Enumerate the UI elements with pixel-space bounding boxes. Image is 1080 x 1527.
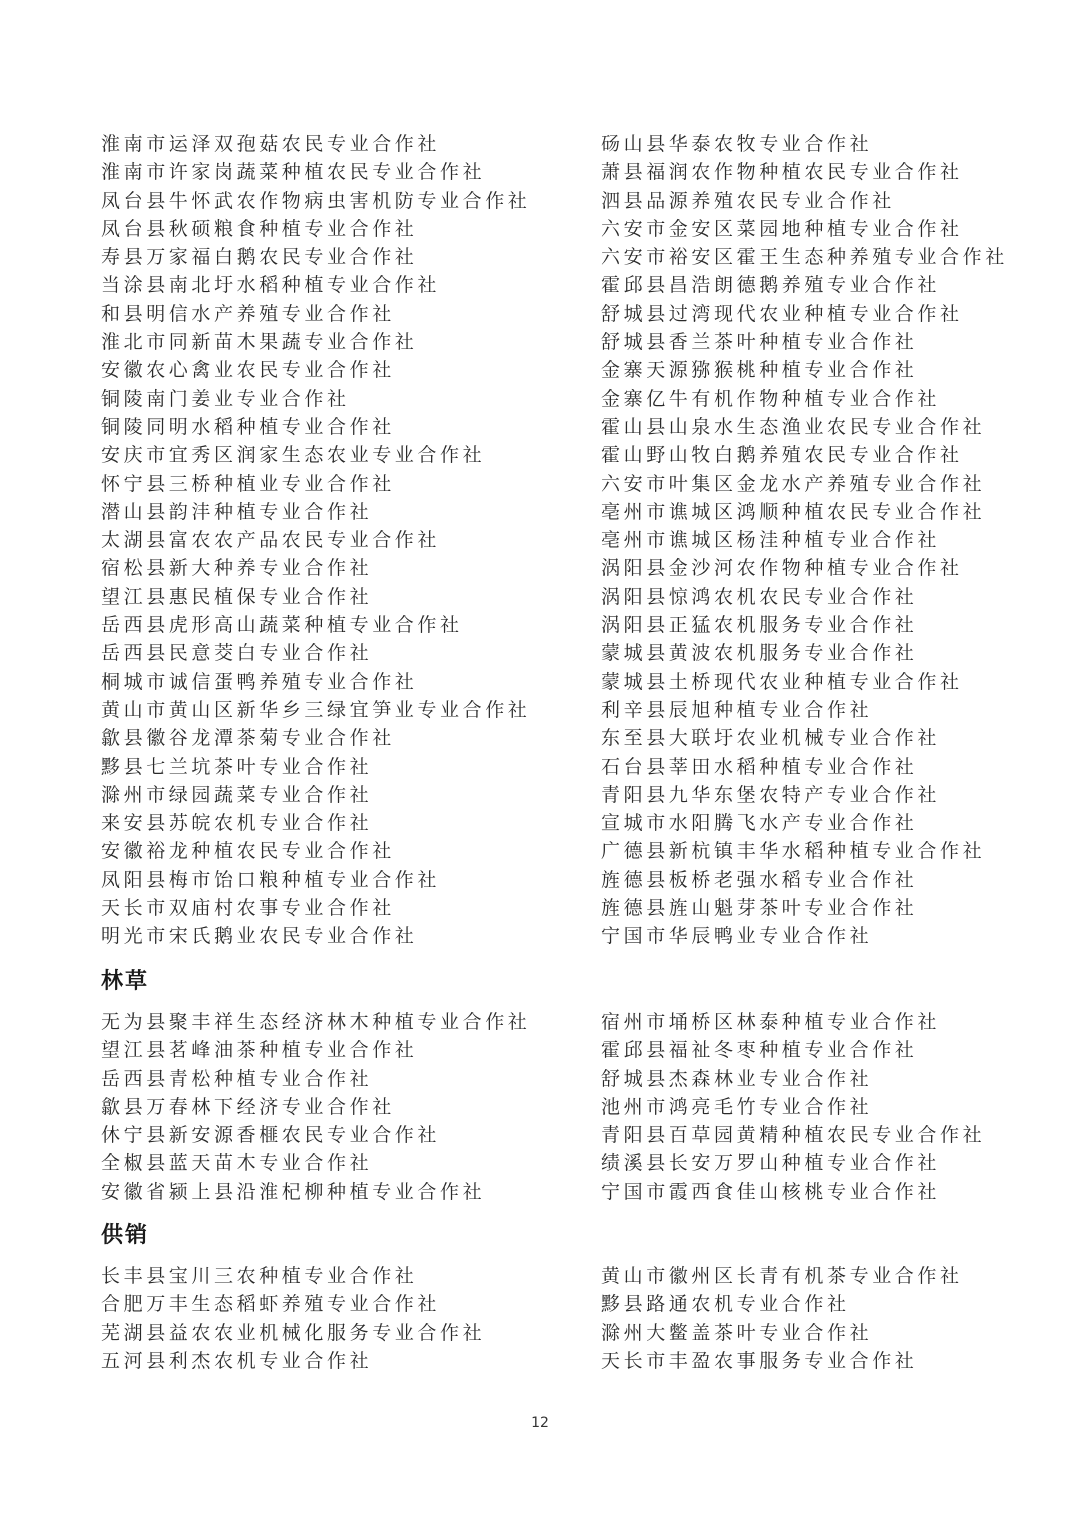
list-item: 六安市裕安区霍王生态种养殖专业合作社 [601,246,1008,269]
list-item: 六安市叶集区金龙水产养殖专业合作社 [601,472,986,495]
list-item: 涡阳县正猛农机服务专业合作社 [601,614,918,637]
list-item: 金寨亿牛有机作物种植专业合作社 [601,387,941,410]
list-item: 天长市双庙村农事专业合作社 [101,897,395,920]
list-item: 黄山市徽州区长青有机茶专业合作社 [601,1265,963,1287]
list-item: 岳西县民意茭白专业合作社 [101,642,373,665]
list-item: 安徽农心禽业农民专业合作社 [101,359,395,382]
list-item: 绩溪县长安万罗山种植专业合作社 [601,1152,941,1175]
list-item: 怀宁县三桥种植业专业合作社 [101,472,395,495]
cooperative-list-left [101,1008,571,1206]
list-item: 宣城市水阳腾飞水产专业合作社 [601,812,918,835]
list-item: 利辛县辰旭种植专业合作社 [601,698,873,721]
list-item: 长丰县宝川三农种植专业合作社 [101,1265,418,1287]
list-item: 蒙城县黄波农机服务专业合作社 [601,642,918,665]
list-item: 霍山野山牧白鹅养殖农民专业合作社 [601,444,963,467]
section-heading-supply-marketing: 供销 [101,1223,150,1248]
list-item: 黟县七兰坑茶叶专业合作社 [101,755,373,778]
list-item: 旌德县板桥老强水稻专业合作社 [601,868,918,891]
list-item: 滁州市绿园蔬菜专业合作社 [101,783,373,806]
list-item: 天长市丰盈农事服务专业合作社 [601,1349,918,1372]
cooperative-list-left [101,130,571,951]
list-item: 滁州大鳖盖茶叶专业合作社 [601,1321,873,1344]
list-item: 来安县苏皖农机专业合作社 [101,812,373,835]
list-item: 和县明信水产养殖专业合作社 [101,302,395,325]
list-item: 亳州市谯城区杨洼种植专业合作社 [601,529,941,552]
cooperative-list-left [101,1262,571,1375]
list-item: 歙县徽谷龙潭茶菊专业合作社 [101,727,395,750]
list-item: 石台县莘田水稻种植专业合作社 [601,755,918,778]
list-item: 太湖县富农农产品农民专业合作社 [101,529,441,552]
cooperative-list-right [601,130,1071,951]
cooperative-list-right [601,1008,1071,1206]
list-item: 五河县利杰农机专业合作社 [101,1349,373,1372]
list-item: 歙县万春林下经济专业合作社 [101,1095,395,1118]
list-item: 潜山县韵沣种植专业合作社 [101,500,373,523]
list-item: 霍邱县昌浩朗德鹅养殖专业合作社 [601,274,941,297]
list-item: 广德县新杭镇丰华水稻种植专业合作社 [601,840,986,863]
list-item: 安庆市宜秀区润家生态农业专业合作社 [101,444,486,467]
list-item: 岳西县青松种植专业合作社 [101,1067,373,1090]
list-item: 无为县聚丰祥生态经济林木种植专业合作社 [101,1011,531,1033]
list-item: 凤台县牛怀武农作物病虫害机防专业合作社 [101,189,531,212]
list-item: 黄山市黄山区新华乡三绿宜笋业专业合作社 [101,698,531,721]
section-heading-forestry: 林草 [101,969,150,994]
list-item: 铜陵同明水稻种植专业合作社 [101,415,395,438]
cooperative-list-right [601,1262,1071,1375]
list-item: 淮南市运泽双孢菇农民专业合作社 [101,133,441,155]
list-item: 旌德县旌山魁芽茶叶专业合作社 [601,897,918,920]
list-item: 宁国市霞西食佳山核桃专业合作社 [601,1180,941,1203]
list-item: 合肥万丰生态稻虾养殖专业合作社 [101,1293,441,1316]
list-item: 当涂县南北圩水稻种植专业合作社 [101,274,441,297]
list-item: 萧县福润农作物种植农民专业合作社 [601,161,963,184]
list-item: 霍山县山泉水生态渔业农民专业合作社 [601,415,986,438]
list-item: 蒙城县土桥现代农业种植专业合作社 [601,670,963,693]
list-item: 凤阳县梅市饴口粮种植专业合作社 [101,868,441,891]
list-item: 望江县茗峰油茶种植专业合作社 [101,1039,418,1062]
list-item: 六安市金安区菜园地种植专业合作社 [601,217,963,240]
list-item: 池州市鸿亮毛竹专业合作社 [601,1095,873,1118]
list-item: 寿县万家福白鹅农民专业合作社 [101,246,418,269]
list-item: 全椒县蓝天苗木专业合作社 [101,1152,373,1175]
list-item: 亳州市谯城区鸿顺种植农民专业合作社 [601,500,986,523]
list-item: 泗县品源养殖农民专业合作社 [601,189,895,212]
list-item: 桐城市诚信蛋鸭养殖专业合作社 [101,670,418,693]
list-item: 宿州市埇桥区林泰种植专业合作社 [601,1011,941,1033]
list-item: 舒城县香兰茶叶种植专业合作社 [601,331,918,354]
list-item: 舒城县过湾现代农业种植专业合作社 [601,302,963,325]
list-item: 宁国市华辰鸭业专业合作社 [601,925,873,948]
list-item: 凤台县秋硕粮食种植专业合作社 [101,217,418,240]
list-item: 铜陵南门姜业专业合作社 [101,387,350,410]
list-item: 宿松县新大种养专业合作社 [101,557,373,580]
list-item: 砀山县华泰农牧专业合作社 [601,133,873,155]
page-number: 12 [531,1415,549,1431]
list-item: 金寨天源猕猴桃种植专业合作社 [601,359,918,382]
list-item: 岳西县虎形高山蔬菜种植专业合作社 [101,614,463,637]
list-item: 安徽省颍上县沿淮杞柳种植专业合作社 [101,1180,486,1203]
list-item: 安徽裕龙种植农民专业合作社 [101,840,395,863]
list-item: 明光市宋氏鹅业农民专业合作社 [101,925,418,948]
list-item: 舒城县杰森林业专业合作社 [601,1067,873,1090]
list-item: 东至县大联圩农业机械专业合作社 [601,727,941,750]
list-item: 霍邱县福祉冬枣种植专业合作社 [601,1039,918,1062]
list-item: 淮南市许家岗蔬菜种植农民专业合作社 [101,161,486,184]
list-item: 涡阳县金沙河农作物种植专业合作社 [601,557,963,580]
list-item: 芜湖县益农农业机械化服务专业合作社 [101,1321,486,1344]
list-item: 黟县路通农机专业合作社 [601,1293,850,1316]
list-item: 淮北市同新苗木果蔬专业合作社 [101,331,418,354]
list-item: 休宁县新安源香榧农民专业合作社 [101,1124,441,1147]
list-item: 望江县惠民植保专业合作社 [101,585,373,608]
list-item: 青阳县百草园黄精种植农民专业合作社 [601,1124,986,1147]
list-item: 青阳县九华东堡农特产专业合作社 [601,783,941,806]
list-item: 涡阳县惊鸿农机农民专业合作社 [601,585,918,608]
